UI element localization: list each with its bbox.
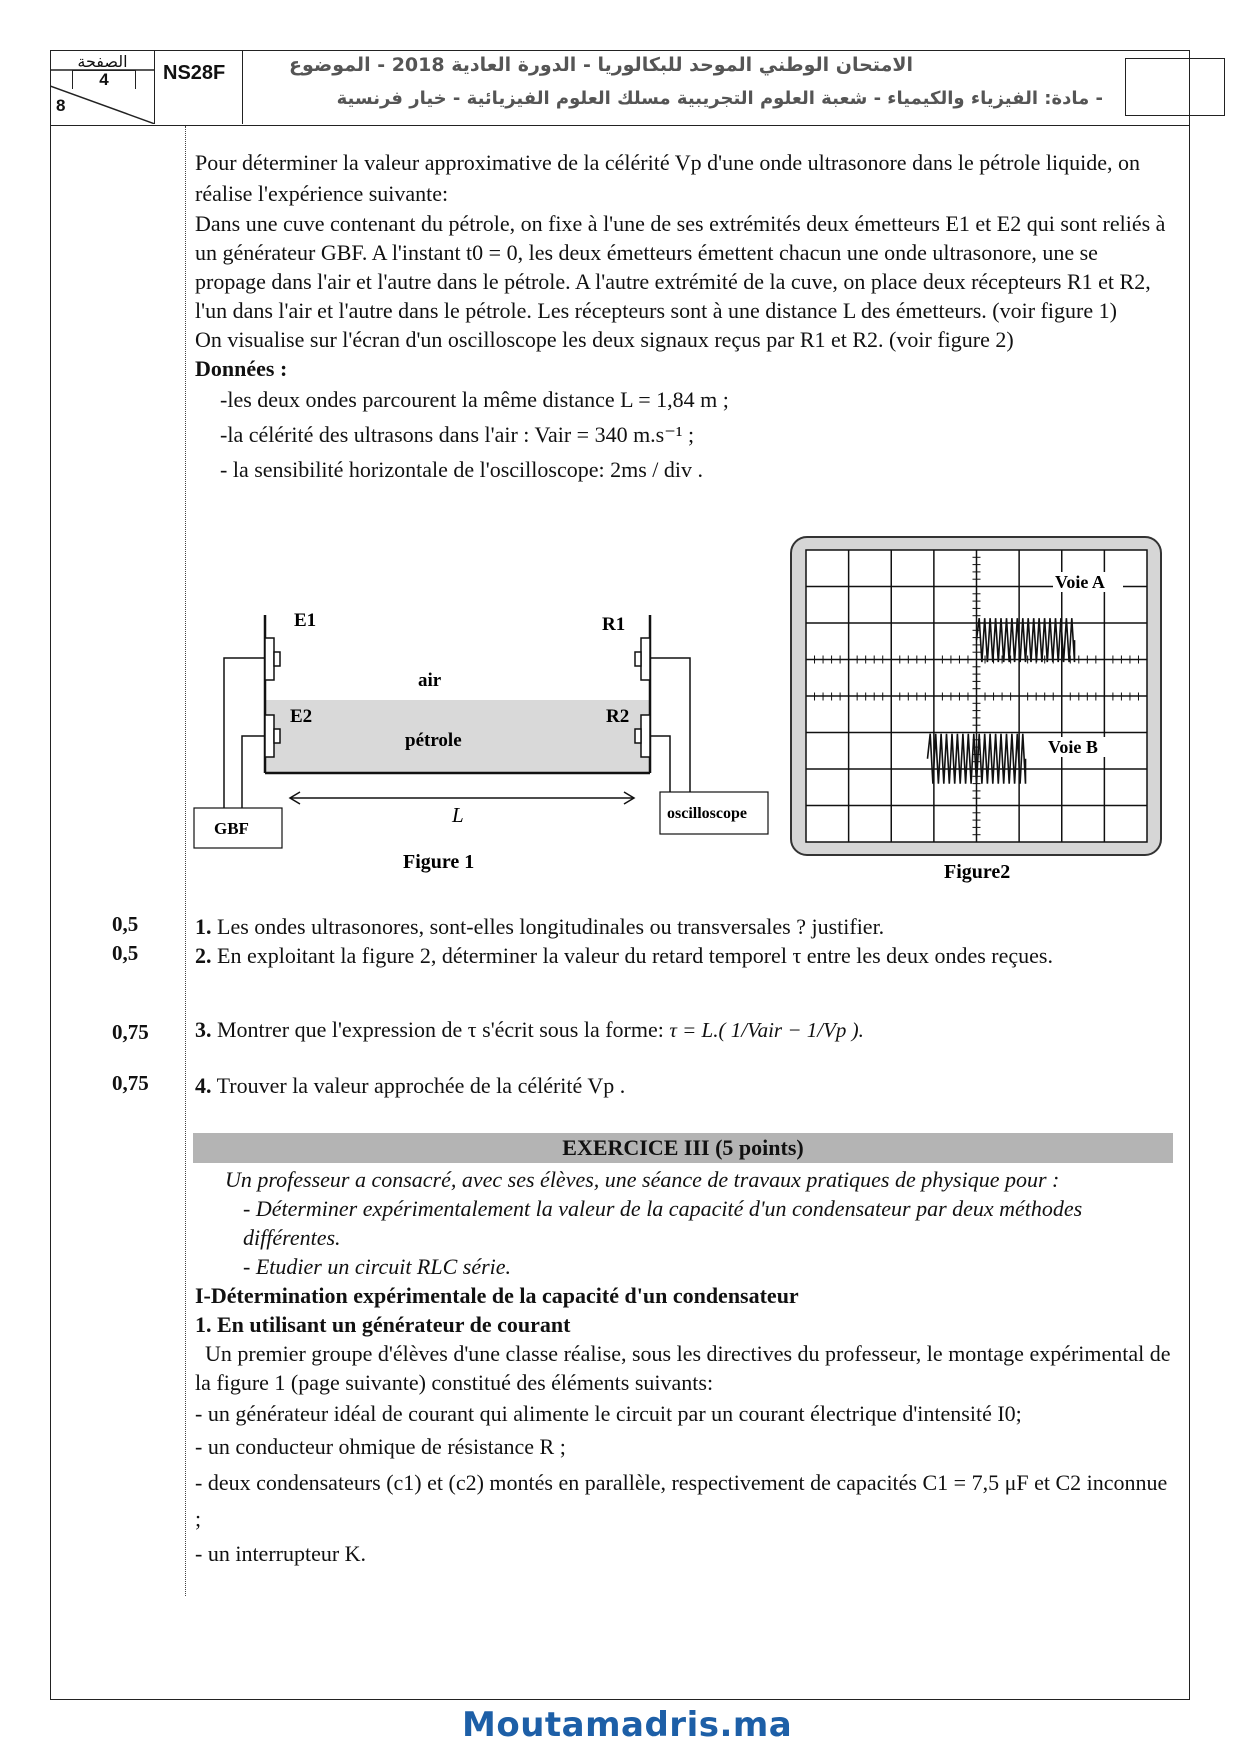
exercise-3-title: EXERCICE III (5 points) <box>193 1133 1173 1163</box>
exam-code-box <box>155 50 243 124</box>
data-title: Données : <box>195 356 288 381</box>
page-total: 8 <box>56 96 66 115</box>
page-number-box <box>50 50 155 124</box>
question-4-score: 0,75 <box>112 1071 149 1095</box>
label-air: air <box>418 670 442 691</box>
exercise-3-section-1: I-Détermination expérimentale de la capacité d'un condensateur <box>195 1283 799 1308</box>
figure-2-caption: Figure2 <box>944 861 1011 883</box>
blank-box <box>1125 58 1225 116</box>
intro-paragraph-2: Dans une cuve contenant du pétrole, on fixe à l'une de ses extrémités deux émetteurs E1 et E2 qui sont reliés à un générateur GBF. A l'instant t0 = 0, les deux émetteurs émettent chacun une onde ultrasonore, une se propage dans l'air et l'autre dans le pétrole. A l'autre extrémité de la cuve, on place deux récepteurs R1 et R2, l'un dans l'air et l'autre dans le pétrole. Les récepteurs sont à une distance L des émetteurs. (voir figure 1) <box>195 211 1166 323</box>
exercise-3-subsection-1: 1. En utilisant un générateur de courant <box>195 1312 571 1337</box>
data-line-3: - la sensibilité horizontale de l'oscilloscope: 2ms / div . <box>220 457 703 482</box>
receiver-r2 <box>641 715 650 757</box>
intro-paragraph-1: Pour déterminer la valeur approximative de la célérité Vp d'une onde ultrasonore dans le pétrole liquide, on réalise l'expérience suivante: <box>195 150 1140 206</box>
label-e1: E1 <box>294 610 317 631</box>
label-voie-b: Voie B <box>1048 737 1098 757</box>
exam-title-box <box>243 50 1113 124</box>
label-petrole: pétrole <box>405 730 462 751</box>
intro-section <box>195 147 1173 484</box>
question-2 <box>195 941 1173 970</box>
question-4-text: Trouver la valeur approchée de la célérité Vp . <box>216 1073 626 1098</box>
question-3-formula: τ = L.( 1/Vair − 1/Vp ). <box>669 1018 864 1042</box>
exam-code: NS28F <box>163 62 226 84</box>
emitter-e1 <box>265 638 274 680</box>
question-2-score: 0,5 <box>112 941 139 965</box>
data-line-2: -la célérité des ultrasons dans l'air : Vair = 340 m.s⁻¹ ; <box>220 422 695 447</box>
question-4-number: 4. <box>195 1073 212 1098</box>
exam-title-line1: الامتحان الوطني الموحد للبكالوريا - الدورة العادية 2018 - الموضوع <box>289 54 913 76</box>
question-3 <box>195 1015 1173 1045</box>
emitter-e2 <box>265 715 274 757</box>
exercise-3 <box>195 1165 1173 1568</box>
question-4 <box>195 1071 1173 1100</box>
exercise-3-item-4: - un interrupteur K. <box>195 1541 367 1566</box>
intro-paragraph-3: On visualise sur l'écran d'un oscilloscope les deux signaux reçus par R1 et R2. (voir figure 2) <box>195 327 1014 352</box>
question-1-text: Les ondes ultrasonores, sont-elles longitudinales ou transversales ? justifier. <box>217 914 885 939</box>
exercise-3-paragraph-1: Un premier groupe d'élèves d'une classe réalise, sous les directives du professeur, le montage expérimental de la figure 1 (page suivante) constitué des éléments suivants: <box>195 1341 1171 1395</box>
exercise-3-item-3: - deux condensateurs (c1) et (c2) montés en parallèle, respectivement de capacités C1 = 7,5 μF et C2 inconnue ; <box>195 1470 1168 1531</box>
question-1-number: 1. <box>195 914 212 939</box>
header <box>50 50 1190 126</box>
receiver-r1 <box>641 638 650 680</box>
page-label: الصفحة <box>77 52 128 71</box>
figure-1 <box>190 600 770 880</box>
label-voie-a: Voie A <box>1055 572 1105 592</box>
exercise-3-aim-2: - Etudier un circuit RLC série. <box>243 1254 512 1279</box>
exam-title-line2: - مادة: الفيزياء والكيمياء - شعبة العلوم التجريبية مسلك العلوم الفيزيائية - خيار فرنسية <box>336 88 1103 109</box>
footer-logo: Moutamadris.ma <box>462 1705 793 1745</box>
label-gbf: GBF <box>214 819 249 838</box>
question-2-text: En exploitant la figure 2, déterminer la valeur du retard temporel τ entre les deux ondes reçues. <box>217 943 1053 968</box>
label-r2: R2 <box>606 706 630 727</box>
exercise-3-item-1: - un générateur idéal de courant qui alimente le circuit par un courant électrique d'intensité I0; <box>195 1401 1022 1426</box>
figure-2 <box>786 532 1166 892</box>
label-length: L <box>452 803 464 827</box>
question-1-score: 0,5 <box>112 912 139 936</box>
exercise-3-intro: Un professeur a consacré, avec ses élèves, une séance de travaux pratiques de physique pour : <box>225 1167 1060 1192</box>
question-3-number: 3. <box>195 1017 212 1042</box>
question-1 <box>195 912 1173 941</box>
label-r1: R1 <box>602 614 626 635</box>
question-2-number: 2. <box>195 943 212 968</box>
exercise-3-item-2: - un conducteur ohmique de résistance R ; <box>195 1434 566 1459</box>
label-e2: E2 <box>290 706 313 727</box>
margin-dotted-line <box>185 126 186 1596</box>
page-current: 4 <box>72 70 136 89</box>
label-oscilloscope: oscilloscope <box>667 805 747 822</box>
question-3-score: 0,75 <box>112 1020 149 1044</box>
figure-1-caption: Figure 1 <box>403 851 475 873</box>
exercise-3-aim-1: - Déterminer expérimentalement la valeur de la capacité d'un condensateur par deux méthodes différentes. <box>243 1196 1083 1250</box>
question-3-text: Montrer que l'expression de τ s'écrit sous la forme: <box>217 1017 664 1042</box>
data-line-1: -les deux ondes parcourent la même distance L = 1,84 m ; <box>220 387 729 412</box>
